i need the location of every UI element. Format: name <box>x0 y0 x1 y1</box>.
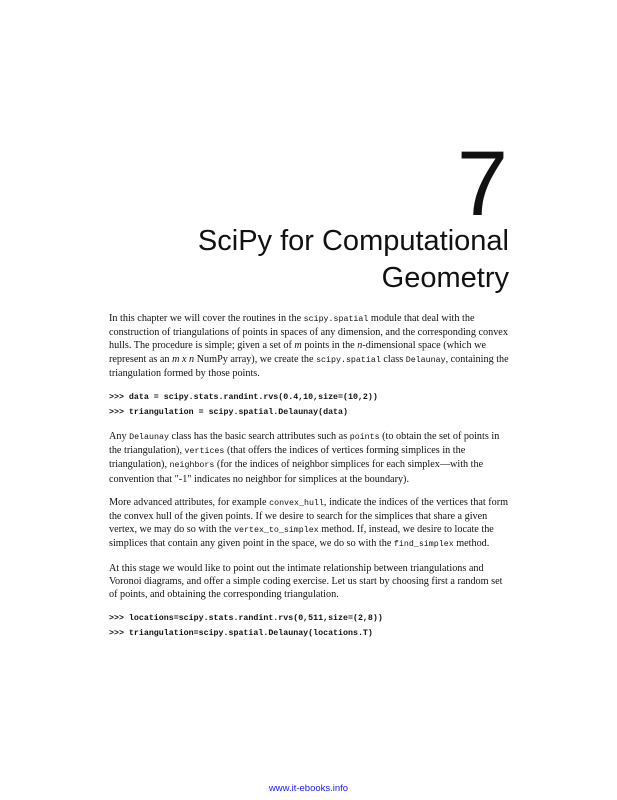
chapter-title: SciPy for Computational Geometry <box>197 225 509 294</box>
code-block-2 <box>109 611 509 641</box>
inline-code: find_simplex <box>393 540 454 550</box>
footer-link[interactable]: www.it-ebooks.info <box>268 783 349 794</box>
inline-code: neighbors <box>169 461 215 471</box>
code-line: >>> data = scipy.stats.randint.rvs(0.4,10,size=(10,2)) <box>109 393 378 403</box>
chapter-number: 7 <box>456 133 508 235</box>
inline-code: points <box>349 433 380 443</box>
inline-code: vertices <box>184 447 225 457</box>
inline-code: vertex_to_simplex <box>234 526 319 536</box>
inline-code: convex_hull <box>269 498 324 508</box>
advanced-paragraph: More advanced attributes, for example convex_hull, indicate the indices of the vertices that form the convex hull of the given points. If we desire to search for the simplices that share a given vertex, we may do so with the vertex_to_simplex method. If, instead, we desire to locate the simplices that contain any given point in the space, we do so with the find_simplex method. <box>109 496 509 550</box>
inline-code: scipy.spatial <box>316 355 381 365</box>
inline-code: Delaunay <box>129 433 169 443</box>
voronoi-paragraph: At this stage we would like to point out the intimate relationship between triangulations and Voronoi diagrams, and offer a simple coding exercise. Let us start by choosing first a random set of points, and obtaining the corresponding triangulation. <box>109 562 503 601</box>
attributes-paragraph: Any Delaunay class has the basic search attributes such as points (to obtain the set of points in the triangulation), vertices (that offers the indices of vertices forming simplices in the triangulation), neighbors (for the indices of neighbor simplices for each simplex—with the convention that "-1" indicates no neighbor for simplices at the boundary). <box>109 431 500 485</box>
code-line: >>> triangulation=scipy.spatial.Delaunay(locations.T) <box>109 629 373 639</box>
inline-code: scipy.spatial <box>303 315 369 324</box>
code-line: >>> triangulation = scipy.spatial.Delaunay(data) <box>109 408 348 418</box>
code-block-1 <box>109 390 509 420</box>
intro-paragraph: In this chapter we will cover the routines in the scipy.spatial module that deal with the construction of triangulations of points in spaces of any dimension, and the corresponding convex hulls. The procedure is simple; given a set of m points in the n-dimensional space (which we represent as an m x n NumPy array), we create the scipy.spatial class Delaunay, containing the triangulation formed by those points. <box>109 313 509 379</box>
inline-code: Delaunay <box>405 355 446 365</box>
code-line: >>> locations=scipy.stats.randint.rvs(0,511,size=(2,8)) <box>109 614 383 624</box>
chapter-body <box>109 312 509 651</box>
